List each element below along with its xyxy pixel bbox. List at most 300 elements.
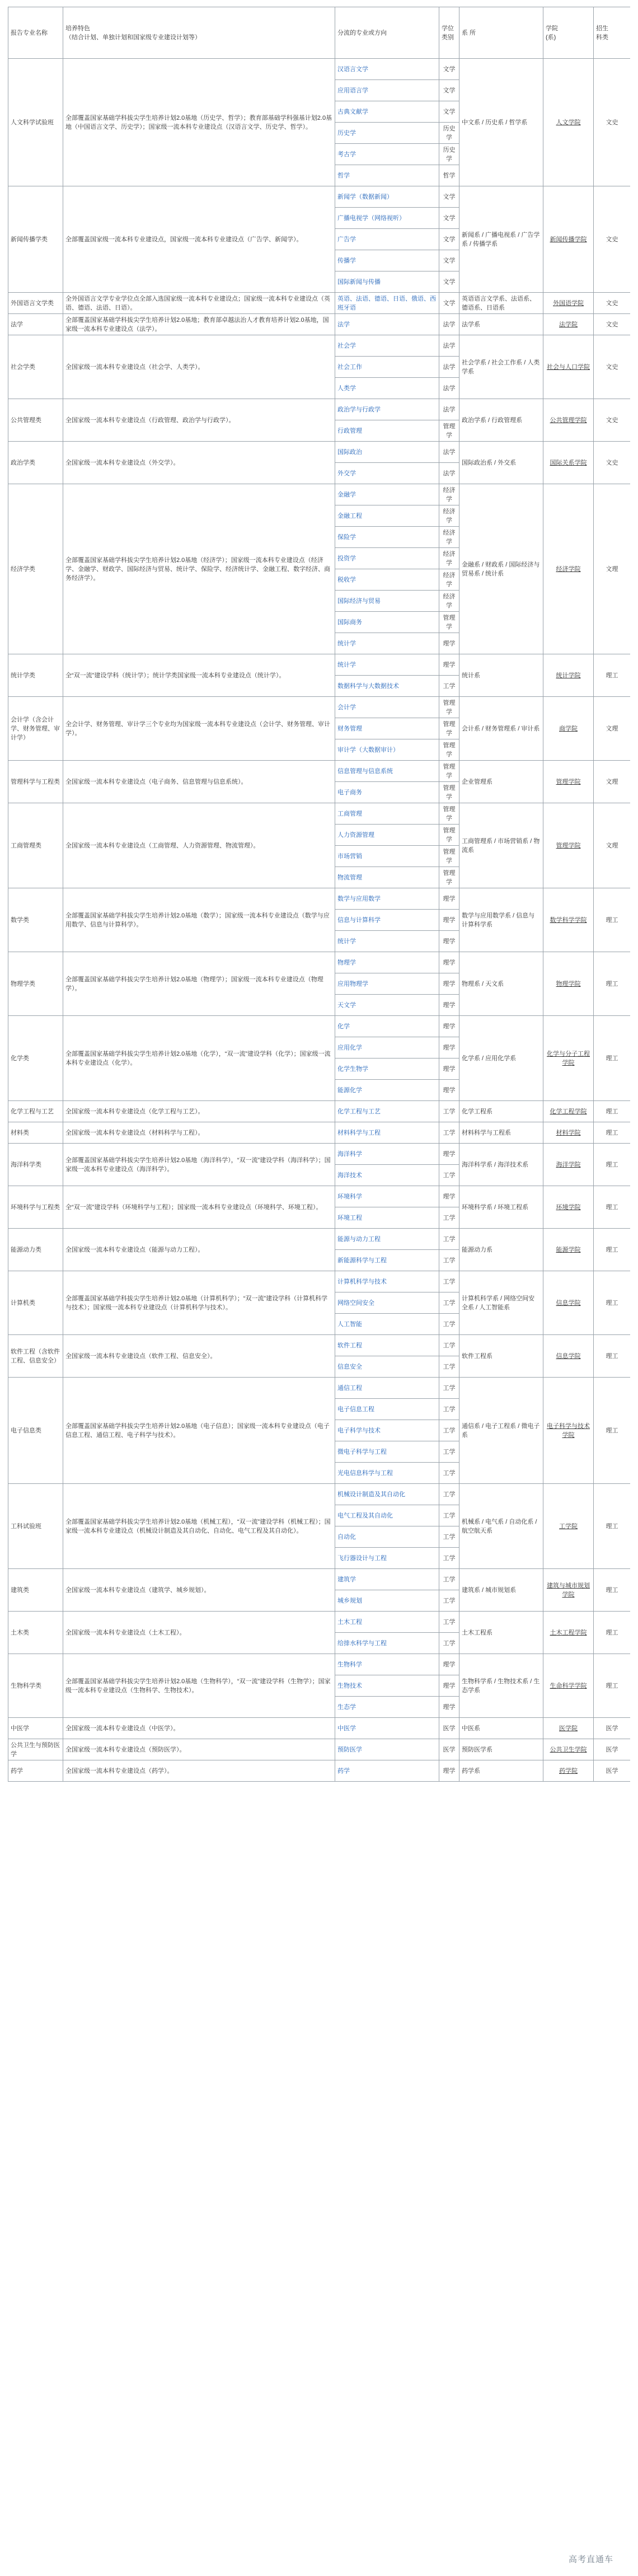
branch-major-label[interactable]: 新能源科学与工程 (337, 1257, 387, 1264)
college-link[interactable]: 社会与人口学院 (543, 335, 594, 399)
degree-type: 工学 (439, 1292, 459, 1314)
branch-major-label[interactable]: 土木工程 (337, 1618, 362, 1626)
header-features: 培养特色 （结合计划、单独计划和国家级专业建设计划等） (63, 7, 335, 59)
admission-category: 理工 (594, 1186, 631, 1229)
branch-major-link[interactable] (335, 1186, 439, 1207)
college-link[interactable]: 材料学院 (543, 1122, 594, 1144)
admission-category: 文史 (594, 442, 631, 484)
degree-type: 工学 (439, 1250, 459, 1271)
major-name: 生物科学类 (8, 1654, 63, 1718)
branch-major-label[interactable]: 化学工程与工艺 (337, 1108, 381, 1115)
degree-type: 医学 (439, 1739, 459, 1760)
branch-major-label[interactable]: 新闻学（数据新闻） (337, 193, 393, 200)
major-name: 材料类 (8, 1122, 63, 1144)
branch-major-link[interactable] (335, 1207, 439, 1229)
table-row (8, 1569, 631, 1590)
major-features: 全部覆盖国家级一流本科专业建设点，国家级一流本科专业建设点（广告学、新闻学）。 (63, 186, 335, 293)
branch-major-link[interactable] (335, 825, 439, 846)
degree-type: 工学 (439, 1229, 459, 1250)
branch-major-label[interactable]: 统计学 (337, 640, 356, 647)
major-features: 全国家级一流本科专业建设点（预防医学）。 (63, 1739, 335, 1760)
branch-major-link[interactable] (335, 676, 439, 697)
branch-major-link[interactable] (335, 591, 439, 612)
branch-major-link[interactable] (335, 1016, 439, 1037)
branch-major-link[interactable] (335, 357, 439, 378)
college-link[interactable]: 管理学院 (543, 761, 594, 803)
branch-major-label[interactable]: 电子科学与技术 (337, 1427, 381, 1434)
branch-major-link[interactable] (335, 782, 439, 803)
branch-major-link[interactable] (335, 1569, 439, 1590)
branch-major-link[interactable] (335, 697, 439, 718)
department-name: 土木工程系 (459, 1612, 543, 1654)
branch-major-label[interactable]: 能源化学 (337, 1086, 362, 1094)
branch-major-link[interactable] (335, 1760, 439, 1782)
degree-type: 文学 (439, 59, 459, 80)
department-name: 预防医学系 (459, 1739, 543, 1760)
admission-category: 理工 (594, 1122, 631, 1144)
branch-major-link[interactable] (335, 208, 439, 229)
branch-major-label[interactable]: 审计学（大数据审计） (337, 746, 399, 753)
college-link[interactable]: 能源学院 (543, 1229, 594, 1271)
branch-major-label[interactable]: 电子商务 (337, 789, 362, 796)
major-features: 全国家级一流本科专业建设点（材料科学与工程）。 (63, 1122, 335, 1144)
branch-major-link[interactable] (335, 442, 439, 463)
college-link[interactable]: 信息学院 (543, 1271, 594, 1335)
table-row (8, 888, 631, 910)
branch-major-label[interactable]: 英语、法语、德语、日语、俄语、西班牙语 (337, 295, 436, 311)
branch-major-label[interactable]: 广播电视学（网络视听） (337, 214, 405, 222)
department-name: 机械系 / 电气系 / 自动化系 / 航空航天系 (459, 1484, 543, 1569)
department-name: 新闻系 / 广播电视系 / 广告学系 / 传播学系 (459, 186, 543, 293)
branch-major-label[interactable]: 信息与计算科学 (337, 916, 381, 924)
branch-major-label[interactable]: 建筑学 (337, 1576, 356, 1583)
branch-major-link[interactable] (335, 633, 439, 654)
major-name: 计算机类 (8, 1271, 63, 1335)
degree-type: 经济学 (439, 569, 459, 591)
college-link[interactable]: 公共卫生学院 (543, 1739, 594, 1760)
branch-major-link[interactable] (335, 1335, 439, 1356)
college-link[interactable]: 环境学院 (543, 1186, 594, 1229)
watermark: 高考直通车 (565, 2552, 617, 2566)
branch-major-link[interactable] (335, 1612, 439, 1633)
branch-major-label[interactable]: 哲学 (337, 172, 350, 179)
college-link[interactable]: 工学院 (543, 1484, 594, 1569)
college-link[interactable]: 商学院 (543, 697, 594, 761)
branch-major-link[interactable] (335, 888, 439, 910)
branch-major-label[interactable]: 外交学 (337, 470, 356, 477)
department-name: 能源动力系 (459, 1229, 543, 1271)
department-name: 材料科学与工程系 (459, 1122, 543, 1144)
branch-major-label[interactable]: 社会学 (337, 342, 356, 349)
branch-major-link[interactable] (335, 527, 439, 548)
branch-major-label[interactable]: 保险学 (337, 533, 356, 541)
branch-major-link[interactable] (335, 973, 439, 995)
branch-major-label[interactable]: 数据科学与大数据技术 (337, 682, 399, 690)
table-row (8, 442, 631, 463)
college-link[interactable]: 物理学院 (543, 952, 594, 1016)
major-features: 全部覆盖国家基础学科拔尖学生培养计划2.0基地（经济学）；国家级一流本科专业建设点（经济学、金融学、财政学、国际经济与贸易、统计学、保险学、经济统计学、金融工程、数字经济、商务经济学）。 (63, 484, 335, 654)
branch-major-label[interactable]: 生物技术 (337, 1682, 362, 1689)
major-table (8, 7, 630, 1782)
degree-type: 工学 (439, 1463, 459, 1484)
branch-major-label[interactable]: 预防医学 (337, 1746, 362, 1753)
branch-major-label[interactable]: 汉语言文学 (337, 65, 368, 73)
branch-major-label[interactable]: 应用化学 (337, 1044, 362, 1051)
table-row (8, 186, 631, 208)
branch-major-link[interactable] (335, 378, 439, 399)
branch-major-link[interactable] (335, 420, 439, 442)
major-name: 公共管理类 (8, 399, 63, 442)
college-link[interactable]: 国际关系学院 (543, 442, 594, 484)
degree-type: 文学 (439, 101, 459, 123)
branch-major-link[interactable] (335, 1526, 439, 1548)
branch-major-link[interactable] (335, 995, 439, 1016)
branch-major-link[interactable] (335, 1314, 439, 1335)
branch-major-link[interactable] (335, 335, 439, 357)
branch-major-label[interactable]: 金融工程 (337, 512, 362, 519)
department-name: 法学系 (459, 314, 543, 335)
admission-category: 理工 (594, 1378, 631, 1484)
degree-type: 工学 (439, 1399, 459, 1420)
college-link[interactable]: 化学与分子工程学院 (543, 1016, 594, 1101)
degree-type: 理学 (439, 1654, 459, 1675)
branch-major-label[interactable]: 应用物理学 (337, 980, 368, 987)
degree-type: 工学 (439, 1101, 459, 1122)
branch-major-link[interactable] (335, 612, 439, 633)
college-link[interactable]: 法学院 (543, 314, 594, 335)
college-link[interactable]: 外国语学院 (543, 293, 594, 314)
branch-major-label[interactable]: 化学生物学 (337, 1065, 368, 1072)
department-name: 环境科学系 / 环境工程系 (459, 1186, 543, 1229)
branch-major-link[interactable] (335, 1356, 439, 1378)
branch-major-link[interactable] (335, 1165, 439, 1186)
branch-major-label[interactable]: 统计学 (337, 661, 356, 668)
major-name: 海洋科学类 (8, 1144, 63, 1186)
branch-major-link[interactable] (335, 314, 439, 335)
branch-major-link[interactable] (335, 1633, 439, 1654)
major-features: 全国家级一流本科专业建设点（外交学）。 (63, 442, 335, 484)
branch-major-label[interactable]: 历史学 (337, 129, 356, 137)
branch-major-label[interactable]: 考古学 (337, 151, 356, 158)
college-link[interactable]: 化学工程学院 (543, 1101, 594, 1122)
branch-major-label[interactable]: 机械设计制造及其自动化 (337, 1491, 405, 1498)
branch-major-label[interactable]: 广告学 (337, 236, 356, 243)
branch-major-link[interactable] (335, 548, 439, 569)
college-link[interactable]: 经济学院 (543, 484, 594, 654)
branch-major-link[interactable] (335, 229, 439, 250)
branch-major-link[interactable] (335, 165, 439, 186)
table-row (8, 1016, 631, 1037)
college-link[interactable]: 新闻传播学院 (543, 186, 594, 293)
branch-major-label[interactable]: 社会工作 (337, 363, 362, 371)
branch-major-label[interactable]: 城乡规划 (337, 1597, 362, 1604)
branch-major-label[interactable]: 物理学 (337, 959, 356, 966)
major-name: 法学 (8, 314, 63, 335)
branch-major-link[interactable] (335, 144, 439, 165)
major-name: 工商管理类 (8, 803, 63, 888)
branch-major-label[interactable]: 信息管理与信息系统 (337, 767, 393, 775)
branch-major-label[interactable]: 古典文献学 (337, 108, 368, 115)
college-link[interactable]: 海洋学院 (543, 1144, 594, 1186)
branch-major-label[interactable]: 投资学 (337, 555, 356, 562)
admission-category: 医学 (594, 1739, 631, 1760)
major-features: 全部覆盖国家基础学科拔尖学生培养计划2.0基地（历史学、哲学）；教育部基础学科强基计划2.0基地（中国语言文学、历史学）；国家级一流本科专业建设点（汉语言文学、历史学、哲学）。 (63, 59, 335, 186)
department-name: 国际政治系 / 外交系 (459, 442, 543, 484)
table-row (8, 654, 631, 676)
college-link[interactable]: 公共管理学院 (543, 399, 594, 442)
branch-major-link[interactable] (335, 1122, 439, 1144)
branch-major-label[interactable]: 人类学 (337, 385, 356, 392)
branch-major-label[interactable]: 化学 (337, 1023, 350, 1030)
admission-category: 文理 (594, 697, 631, 761)
major-name: 药学 (8, 1760, 63, 1782)
branch-major-link[interactable] (335, 718, 439, 739)
branch-major-label[interactable]: 行政管理 (337, 427, 362, 434)
college-link[interactable]: 生命科学学院 (543, 1654, 594, 1718)
degree-type: 工学 (439, 1165, 459, 1186)
branch-major-link[interactable] (335, 1484, 439, 1505)
branch-major-link[interactable] (335, 1378, 439, 1399)
degree-type: 经济学 (439, 548, 459, 569)
branch-major-label[interactable]: 电子信息工程 (337, 1406, 374, 1413)
table-row (8, 1612, 631, 1633)
major-name: 社会学类 (8, 335, 63, 399)
branch-major-label[interactable]: 统计学 (337, 938, 356, 945)
branch-major-link[interactable] (335, 1144, 439, 1165)
branch-major-link[interactable] (335, 1037, 439, 1058)
major-name: 数学类 (8, 888, 63, 952)
major-name: 化学工程与工艺 (8, 1101, 63, 1122)
branch-major-link[interactable] (335, 569, 439, 591)
branch-major-link[interactable] (335, 1420, 439, 1441)
admission-category: 理工 (594, 888, 631, 952)
college-link[interactable]: 信息学院 (543, 1335, 594, 1378)
degree-type: 经济学 (439, 591, 459, 612)
major-name: 会计学（含会计学、财务管理、审计学） (8, 697, 63, 761)
branch-major-label[interactable]: 信息安全 (337, 1363, 362, 1370)
branch-major-label[interactable]: 传播学 (337, 257, 356, 264)
branch-major-link[interactable] (335, 59, 439, 80)
branch-major-label[interactable]: 市场营销 (337, 853, 362, 860)
degree-type: 医学 (439, 1718, 459, 1739)
college-link[interactable]: 统计学院 (543, 654, 594, 697)
admission-category: 医学 (594, 1760, 631, 1782)
degree-type: 管理学 (439, 846, 459, 867)
branch-major-label[interactable]: 微电子科学与工程 (337, 1448, 387, 1455)
branch-major-link[interactable] (335, 1441, 439, 1463)
degree-type: 工学 (439, 1612, 459, 1633)
branch-major-link[interactable] (335, 463, 439, 484)
degree-type: 文学 (439, 186, 459, 208)
branch-major-link[interactable] (335, 761, 439, 782)
branch-major-label[interactable]: 物流管理 (337, 874, 362, 881)
branch-major-link[interactable] (335, 952, 439, 973)
branch-major-label[interactable]: 人力资源管理 (337, 831, 374, 839)
degree-type: 理学 (439, 1675, 459, 1697)
major-features: 全“双一流”建设学科（环境科学与工程）；国家级一流本科专业建设点（环境科学、环境工程）。 (63, 1186, 335, 1229)
branch-major-label[interactable]: 工商管理 (337, 810, 362, 817)
department-name: 中文系 / 历史系 / 哲学系 (459, 59, 543, 186)
branch-major-link[interactable] (335, 1675, 439, 1697)
branch-major-label[interactable]: 电气工程及其自动化 (337, 1512, 393, 1519)
branch-major-link[interactable] (335, 1101, 439, 1122)
table-row (8, 1378, 631, 1399)
college-link[interactable]: 药学院 (543, 1760, 594, 1782)
table-row (8, 1654, 631, 1675)
branch-major-link[interactable] (335, 484, 439, 505)
table-row (8, 484, 631, 505)
admission-category: 理工 (594, 1101, 631, 1122)
major-features: 全“双一流”建设学科（统计学）；统计学类国家级一流本科专业建设点（统计学）。 (63, 654, 335, 697)
degree-type: 历史学 (439, 144, 459, 165)
major-features: 全部覆盖国家基础学科拔尖学生培养计划2.0基地（化学），“双一流”建设学科（化学）；国家级一流本科专业建设点（化学）。 (63, 1016, 335, 1101)
table-row (8, 335, 631, 357)
branch-major-link[interactable] (335, 1229, 439, 1250)
branch-major-link[interactable] (335, 739, 439, 761)
branch-major-label[interactable]: 中医学 (337, 1725, 356, 1732)
major-name: 能源动力类 (8, 1229, 63, 1271)
branch-major-link[interactable] (335, 931, 439, 952)
branch-major-link[interactable] (335, 505, 439, 527)
branch-major-link[interactable] (335, 123, 439, 144)
branch-major-label[interactable]: 计算机科学与技术 (337, 1278, 387, 1285)
degree-type: 工学 (439, 1420, 459, 1441)
college-link[interactable]: 数学科学学院 (543, 888, 594, 952)
degree-type: 理学 (439, 1016, 459, 1037)
branch-major-label[interactable]: 法学 (337, 321, 350, 328)
branch-major-label[interactable]: 能源与动力工程 (337, 1235, 381, 1243)
branch-major-label[interactable]: 财务管理 (337, 725, 362, 732)
branch-major-link[interactable] (335, 1271, 439, 1292)
branch-major-link[interactable] (335, 910, 439, 931)
branch-major-link[interactable] (335, 1463, 439, 1484)
header-kind: 招生 科类 (594, 7, 631, 59)
branch-major-link[interactable] (335, 1718, 439, 1739)
college-link[interactable]: 建筑与城市规划学院 (543, 1569, 594, 1612)
branch-major-label[interactable]: 光电信息科学与工程 (337, 1469, 393, 1477)
degree-type: 经济学 (439, 505, 459, 527)
branch-major-link[interactable] (335, 654, 439, 676)
college-link[interactable]: 医学院 (543, 1718, 594, 1739)
degree-type: 经济学 (439, 484, 459, 505)
admission-category: 理工 (594, 1271, 631, 1335)
branch-major-label[interactable]: 海洋技术 (337, 1172, 362, 1179)
branch-major-label[interactable]: 海洋科学 (337, 1150, 362, 1158)
college-link[interactable]: 管理学院 (543, 803, 594, 888)
branch-major-label[interactable]: 软件工程 (337, 1342, 362, 1349)
branch-major-label[interactable]: 药学 (337, 1767, 350, 1774)
major-features: 全会计学、财务管理、审计学三个专业均为国家级一流本科专业建设点（会计学、财务管理、审计学）。 (63, 697, 335, 761)
branch-major-link[interactable] (335, 1590, 439, 1612)
degree-type: 经济学 (439, 527, 459, 548)
degree-type: 法学 (439, 399, 459, 420)
branch-major-link[interactable] (335, 1739, 439, 1760)
branch-major-label[interactable]: 金融学 (337, 491, 356, 498)
branch-major-label[interactable]: 自动化 (337, 1533, 356, 1540)
degree-type: 理学 (439, 1760, 459, 1782)
header-college: 学院 (系) (543, 7, 594, 59)
branch-major-label[interactable]: 政治学与行政学 (337, 406, 381, 413)
department-name: 中医系 (459, 1718, 543, 1739)
branch-major-label[interactable]: 生物科学 (337, 1661, 362, 1668)
branch-major-link[interactable] (335, 1292, 439, 1314)
degree-type: 工学 (439, 1314, 459, 1335)
degree-type: 理学 (439, 973, 459, 995)
branch-major-link[interactable] (335, 1697, 439, 1718)
college-link[interactable]: 电子科学与技术学院 (543, 1378, 594, 1484)
branch-major-link[interactable] (335, 867, 439, 888)
branch-major-label[interactable]: 数学与应用数学 (337, 895, 381, 902)
branch-major-link[interactable] (335, 293, 439, 314)
branch-major-label[interactable]: 国际商务 (337, 619, 362, 626)
branch-major-link[interactable] (335, 846, 439, 867)
branch-major-label[interactable]: 环境工程 (337, 1214, 362, 1221)
degree-type: 管理学 (439, 739, 459, 761)
branch-major-link[interactable] (335, 1399, 439, 1420)
branch-major-label[interactable]: 飞行器设计与工程 (337, 1554, 387, 1562)
major-features: 全部覆盖国家基础学科拔尖学生培养计划2.0基地（数学）；国家级一流本科专业建设点（数学与应用数学、信息与计算科学）。 (63, 888, 335, 952)
branch-major-link[interactable] (335, 80, 439, 101)
branch-major-label[interactable]: 税收学 (337, 576, 356, 583)
branch-major-label[interactable]: 国际新闻与传播 (337, 278, 381, 285)
branch-major-link[interactable] (335, 1250, 439, 1271)
branch-major-label[interactable]: 生态学 (337, 1703, 356, 1711)
degree-type: 法学 (439, 357, 459, 378)
branch-major-link[interactable] (335, 1654, 439, 1675)
branch-major-label[interactable]: 国际经济与贸易 (337, 597, 381, 605)
branch-major-label[interactable]: 通信工程 (337, 1384, 362, 1392)
table-row (8, 59, 631, 80)
major-name: 政治学类 (8, 442, 63, 484)
branch-major-label[interactable]: 应用语言学 (337, 87, 368, 94)
branch-major-link[interactable] (335, 271, 439, 293)
branch-major-label[interactable]: 网络空间安全 (337, 1299, 374, 1306)
major-features: 全国家级一流本科专业建设点（药学）。 (63, 1760, 335, 1782)
degree-type: 文学 (439, 250, 459, 271)
degree-type: 法学 (439, 442, 459, 463)
branch-major-label[interactable]: 材料科学与工程 (337, 1129, 381, 1136)
department-name: 英语语言文学系、法语系、德语系、日语系 (459, 293, 543, 314)
major-features: 全国家级一流本科专业建设点（土木工程）。 (63, 1612, 335, 1654)
admission-category: 理工 (594, 1016, 631, 1101)
branch-major-label[interactable]: 人工智能 (337, 1320, 362, 1328)
department-name: 建筑系 / 城市规划系 (459, 1569, 543, 1612)
branch-major-label[interactable]: 会计学 (337, 704, 356, 711)
branch-major-link[interactable] (335, 250, 439, 271)
branch-major-label[interactable]: 环境科学 (337, 1193, 362, 1200)
branch-major-link[interactable] (335, 1058, 439, 1080)
degree-type: 管理学 (439, 697, 459, 718)
branch-major-label[interactable]: 给排水科学与工程 (337, 1640, 387, 1647)
branch-major-link[interactable] (335, 1505, 439, 1526)
college-link[interactable]: 人文学院 (543, 59, 594, 186)
branch-major-label[interactable]: 国际政治 (337, 448, 362, 456)
branch-major-link[interactable] (335, 1080, 439, 1101)
branch-major-link[interactable] (335, 101, 439, 123)
branch-major-link[interactable] (335, 803, 439, 825)
college-link[interactable]: 土木工程学院 (543, 1612, 594, 1654)
major-name: 经济学类 (8, 484, 63, 654)
branch-major-link[interactable] (335, 186, 439, 208)
degree-type: 理学 (439, 1058, 459, 1080)
admission-category: 文史 (594, 314, 631, 335)
branch-major-label[interactable]: 天文学 (337, 1001, 356, 1009)
branch-major-link[interactable] (335, 399, 439, 420)
degree-type: 历史学 (439, 123, 459, 144)
admission-category: 理工 (594, 1229, 631, 1271)
branch-major-link[interactable] (335, 1548, 439, 1569)
department-name: 数学与应用数学系 / 信息与计算科学系 (459, 888, 543, 952)
